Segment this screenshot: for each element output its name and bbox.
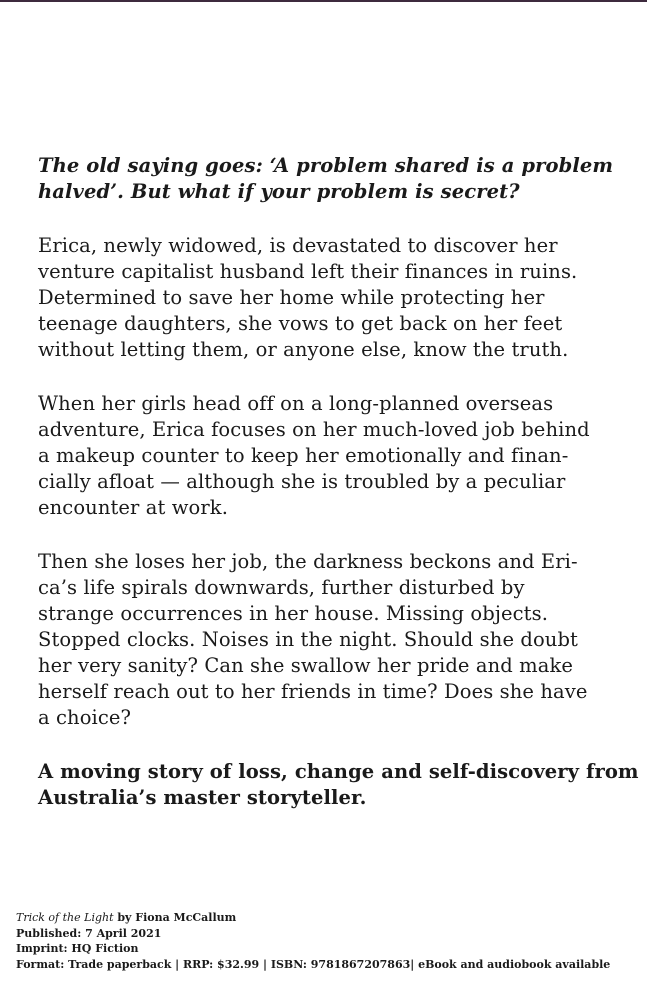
blurb-paragraph-3 — [38, 549, 598, 731]
blurb-line: Australia’s master storyteller. — [38, 786, 367, 809]
author: by Fiona McCallum — [113, 911, 237, 924]
blurb-line: teenage daughters, she vows to get back on her feet — [38, 312, 563, 335]
blurb-line: When her girls head off on a long-planned overseas — [38, 392, 554, 415]
published-date: Published: 7 April 2021 — [16, 926, 162, 940]
top-rule — [0, 0, 647, 2]
imprint: Imprint: HQ Fiction — [16, 942, 139, 955]
blurb-line: Erica, newly widowed, is devastated to discover her — [38, 234, 558, 257]
blurb-line: without letting them, or anyone else, know the truth. — [38, 338, 569, 361]
blurb-line: Stopped clocks. Noises in the night. Should she doubt — [38, 628, 578, 651]
blurb-paragraph-2 — [38, 391, 598, 521]
book-blurb — [38, 153, 639, 839]
blurb-line: A moving story of loss, change and self-discovery from — [38, 760, 639, 783]
blurb-lead — [38, 153, 614, 205]
blurb-line: a makeup counter to keep her emotionally and finan- — [38, 444, 569, 467]
blurb-line: strange occurrences in her house. Missing objects. — [38, 602, 549, 625]
blurb-line: Then she loses her job, the darkness beckons and Eri- — [38, 550, 578, 573]
format-details: Format: Trade paperback | RRP: $32.99 | ISBN: 9781867207863| eBook and audiobook available — [16, 957, 611, 971]
blurb-line: herself reach out to her friends in time? Does she have — [38, 680, 588, 703]
blurb-line: cially afloat — although she is troubled by a peculiar — [38, 470, 566, 493]
blurb-line: her very sanity? Can she swallow her pride and make — [38, 654, 573, 677]
blurb-line: encounter at work. — [38, 496, 229, 519]
blurb-line: a choice? — [38, 706, 132, 729]
title-author-row — [16, 910, 636, 926]
blurb-line: adventure, Erica focuses on her much-loved job behind — [38, 418, 590, 441]
blurb-line: Determined to save her home while protecting her — [38, 286, 545, 309]
book-title: Trick of the Light — [16, 911, 114, 924]
blurb-line: The old saying goes: ‘A problem shared is a problem — [38, 154, 614, 177]
book-metadata — [16, 910, 636, 972]
blurb-line: halved’. But what if your problem is secret? — [38, 180, 520, 203]
blurb-closing — [38, 759, 639, 811]
blurb-line: venture capitalist husband left their finances in ruins. — [38, 260, 578, 283]
blurb-paragraph-1 — [38, 233, 598, 363]
blurb-line: ca’s life spirals downwards, further disturbed by — [38, 576, 525, 599]
